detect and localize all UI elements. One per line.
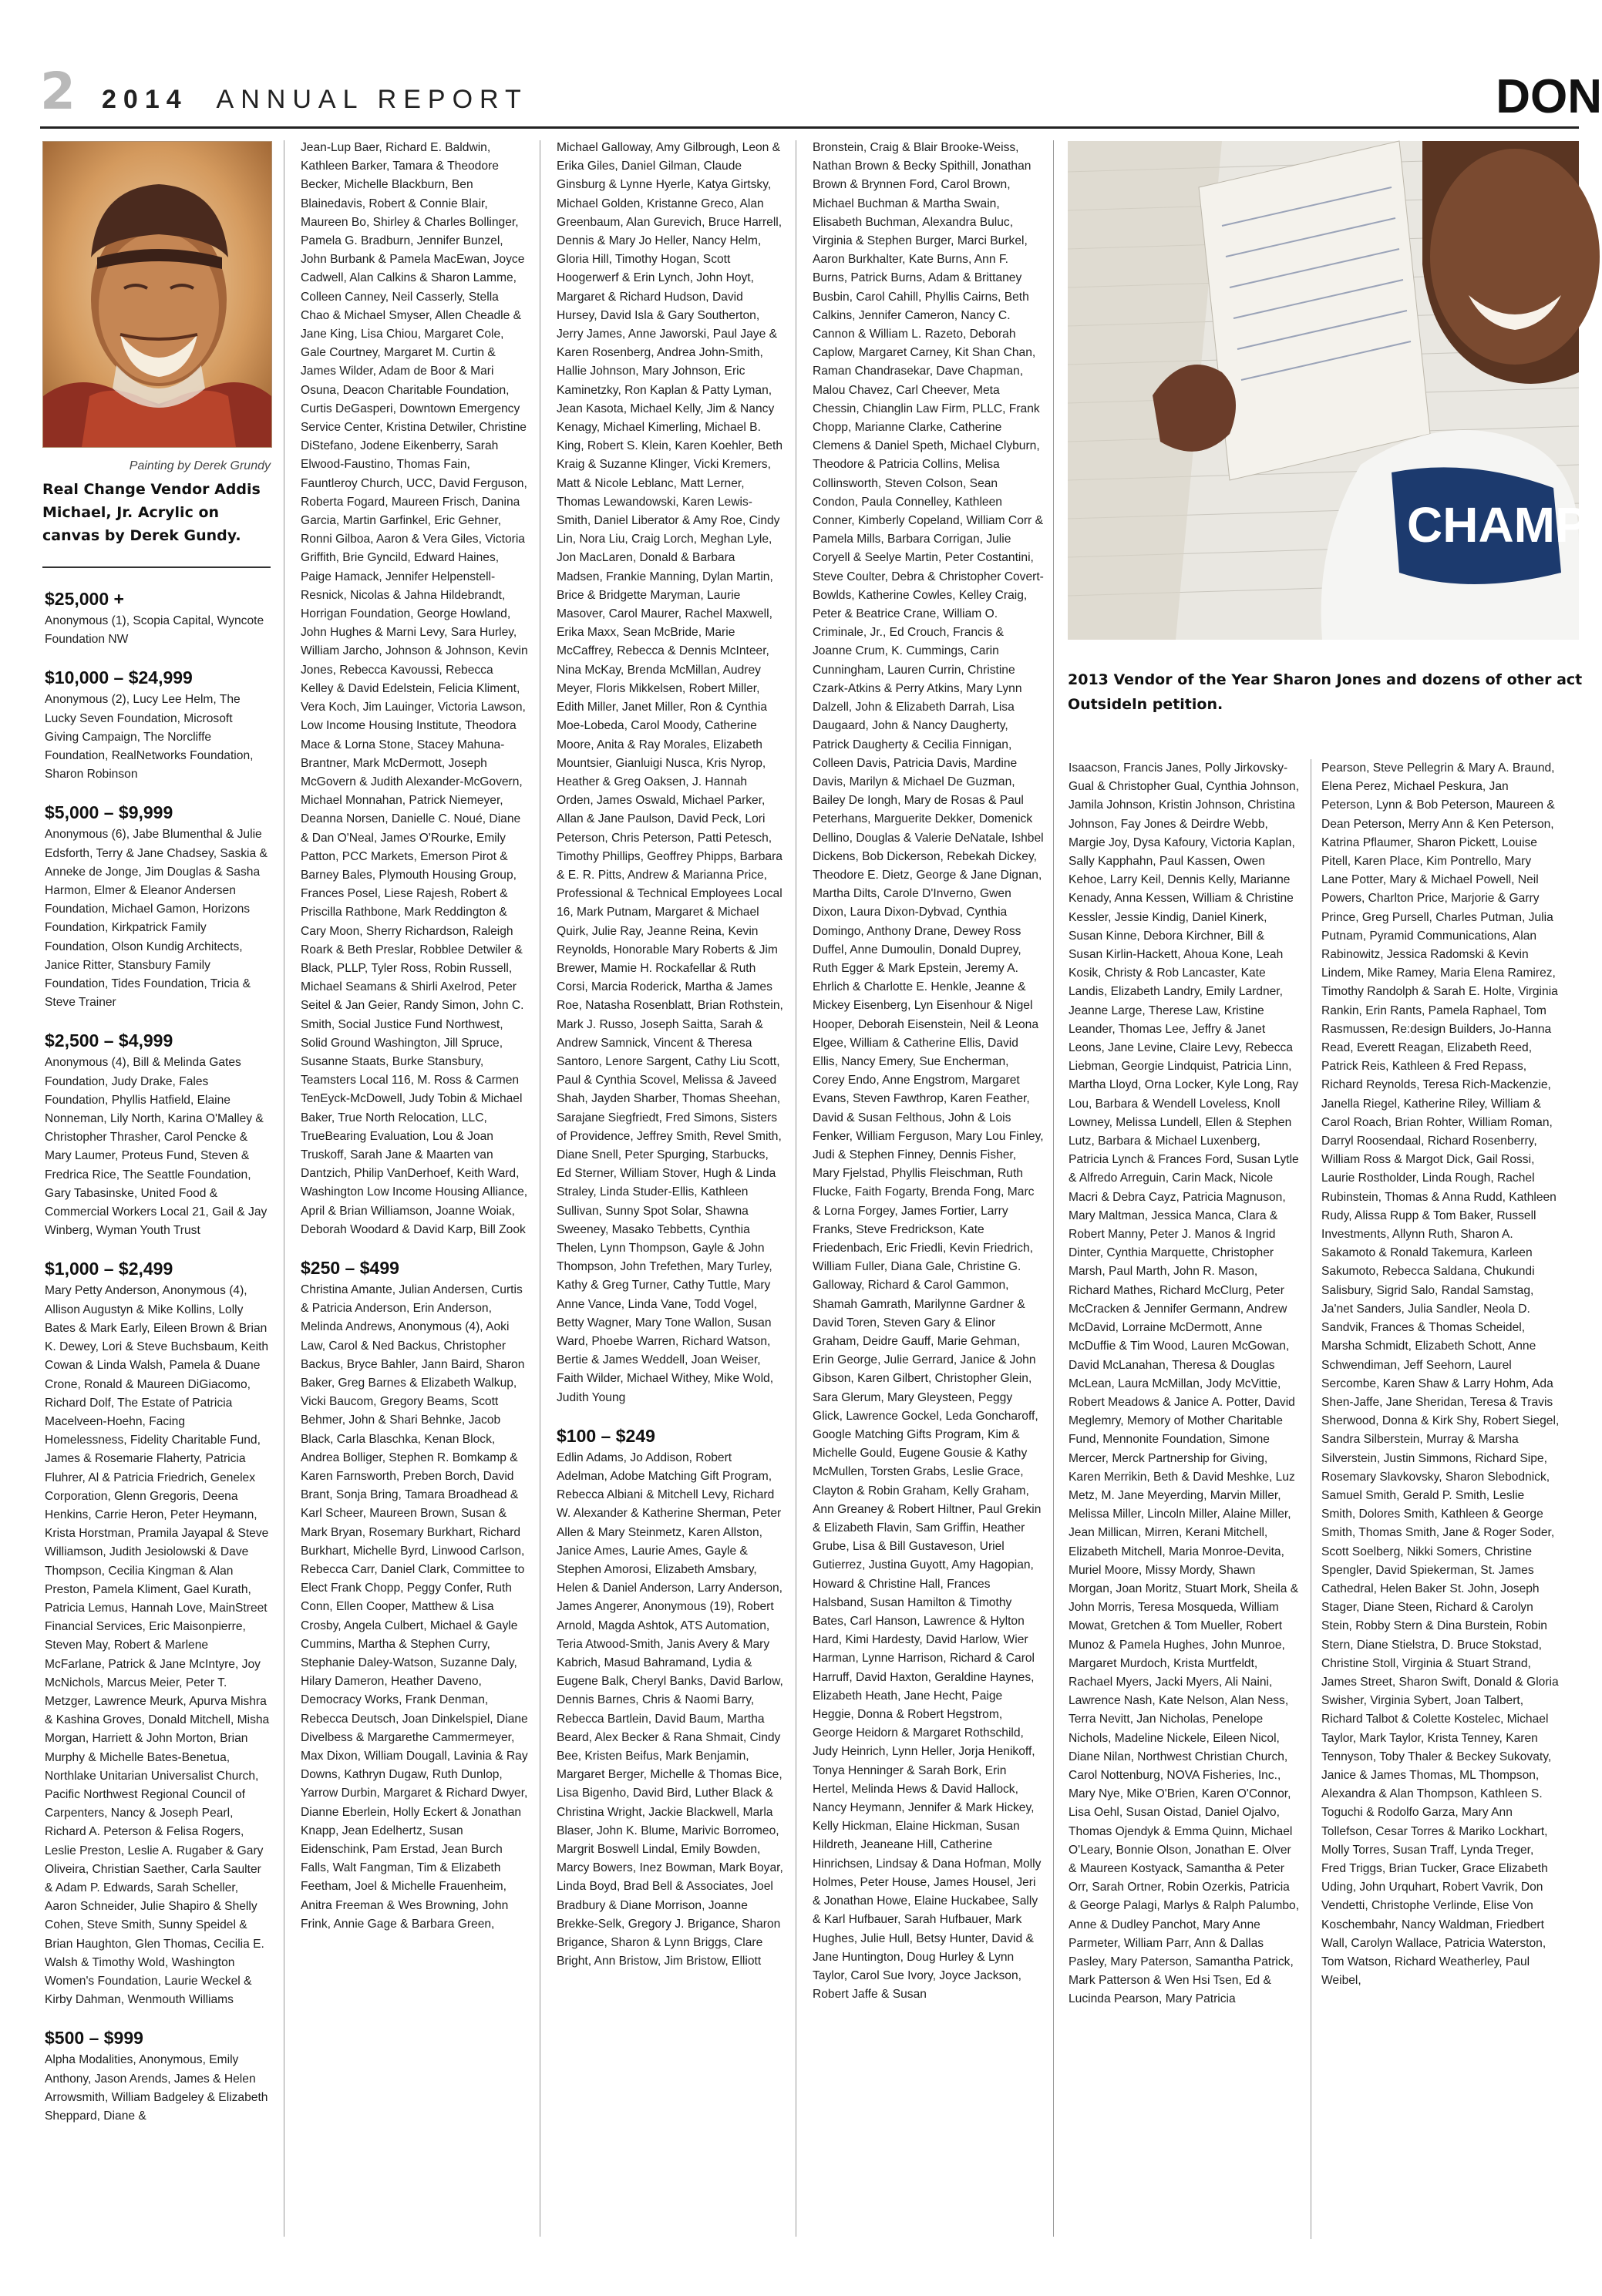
- painting-credit: Painting by Derek Grundy: [129, 459, 271, 472]
- photo-caption-line-1: 2013 Vendor of the Year Sharon Jones and dozens of other act: [1068, 671, 1583, 688]
- tier-donors-250: Christina Amante, Julian Andersen, Curtis & Patricia Anderson, Erin Anderson, Melinda Andrews, Anonymous (4), Aoki Law, Carol & Ned Backus, Christopher Backus, Bryce Bahler, Jann Baird, Sharon Baker, Greg Barnes & Elizabeth Walkup, Vicki Baucom, Gregory Beams, Scott Behmer, John & Shari Behnke, Jacob Black, Carla Blaschka, Kenan Block, Andrea Bolliger, Stephen R. Bomkamp & Karen Farnsworth, Preben Borch, David Brant, Sonja Bring, Tamara Broadhead & Karl Scheer, Maureen Brown, Susan & Mark Bryan, Rosemary Burkhart, Richard Burkhart, Michelle Byrd, Linwood Carlson, Rebecca Carr, Daniel Clark, Committee to Elect Frank Chopp, Peggy Confer, Ruth Conn, Ellen Cooper, Matthew & Lisa Crosby, Angela Culbert, Michael & Gayle Cummins, Martha & Stephen Curry, Stephanie Daley-Watson, Suzanne Daly, Hilary Dameron, Heather Daveno, Democracy Works, Frank Denman, Rebecca Deutsch, Joan Dinkelspiel, Diane Divelbess & Margarethe Cammermeyer, Max Dixon, William Dougall, Lavinia & Ray Downs, Kathryn Dugaw, Ruth Dunlop, Yarrow Durbin, Margaret & Richard Dwyer, Dianne Eberlein, Holly Eckert & Jonathan Knapp, Jean Edelhertz, Susan Eidenschink, Pam Erstad, Jean Burch Falls, Walt Fangman, Tim & Elizabeth Feetham, Joel & Michelle Frauenheim, Anitra Freeman & Wes Browning, John Frink, Annie Gage & Barbara Green,: [301, 1282, 528, 1931]
- tier-heading-5000: $5,000 – $9,999: [45, 802, 173, 823]
- tier-donors-100-cont-3: Pearson, Steve Pellegrin & Mary A. Braund, Elena Perez, Michael Peskura, Jan Peterson, Lynn & Bob Peterson, Maureen & Dean Peterson, Merry Ann & Ken Peterson, Katrina Pflaumer, Sharon Pickett, Louise Pitell, Karen Place, Kim Pontrello, Mary Lane Potter, Mary & Michael Powell, Neil Powers, Charlton Price, Marjorie & Garry Prince, Greg Pursell, Charles Putman, Julia Putnam, Pyramid Communications, Alan Rabinowitz, Jessica Radomski & Kevin Lindem, Mike Ramey, Maria Elena Ramirez, Timothy Randolph & Sarah E. Holte, Virginia Rankin, Erin Rants, Pamela Raphael, Tom Rasmussen, Re:design Builders, Jo-Hanna Read, Everett Reagan, Elizabeth Reed, Patrick Reis, Kathleen & Fred Repass, Richard Reynolds, Teresa Rich-Mackenzie, Janella Riegel, Katherine Riley, William & Carol Roach, Brian Rohter, William Roman, Darryl Roosendaal, Richard Rosenberry, William Ross & Margot Dick, Gail Rossi, Laurie Rostholder, Linda Rough, Rachel Rubinstein, Thomas & Anna Rudd, Kathleen Rudy, Alissa Rupp & Tom Baker, Russell Investments, Allynn Ruth, Sharon A. Sakamoto & Ronald Takemura, Karleen Sakumoto, Rebecca Saldana, Chukundi Salisbury, Sigrid Salo, Randal Samstag, Ja'net Sanders, Julia Sandler, Neola D. Sandvik, Frances & Thomas Scheidel, Marsha Schmidt, Elizabeth Schott, Anne Schwendiman, Jeff Seehorn, Laurel Sercombe, Karen Shaw & Larry Hohm, Ada Shen-Jaffe, Jane Sheridan, Teresa & Travis Sherwood, Donna & Kirk Shy, Robert Siegel, Sandra Silberstein, Murray & Marsha Silverstein, Justin Simmons, Richard Sipe, Rosemary Slavkovsky, Sharon Slebodnick, Samuel Smith, Gerald P. Smith, Leslie Smith, Dolores Smith, Kathleen & George Smith, Thomas Smith, Jane & Roger Soder, Scott Soelberg, Nikki Somers, Christine Spengler, David Spiekerman, St. James Cathedral, Helen Baker St. John, Joseph Stager, Diane Steen, Richard & Carolyn Stein, Robby Stern & Dina Burstein, Robin Stern, Diane Stielstra, D. Bruce Stokstad, Christine Stoll, Virginia & Stuart Strand, James Street, Sharon Swift, Donald & Gloria Swisher, Virginia Sybert, Joan Talbert, Richard Talbot & Colette Kostelec, Michael Taylor, Mark Taylor, Krista Tenney, Karen Tennyson, Toby Thaler & Beckey Sukovaty, Janice & James Thomas, ML Thompson, Alexandra & Alan Thompson, Kathleen S. Toguchi & Rodolfo Garza, Mary Ann Tollefson, Cesar Torres & Mariko Lockhart, Molly Torres, Susan Traff, Lynda Treger, Fred Triggs, Brian Tucker, Grace Elizabeth Uding, John Urquhart, Robert Vavrik, Don Vendetti, Christophe Verlinde, Elise Von Koschembahr, Nancy Waldman, Friedbert Wall, Carolyn Wallace, Patricia Waterston, Tom Watson, Richard Weatherley, Paul Weibel,: [1321, 761, 1560, 1988]
- tier-donors-100-cont-2: Isaacson, Francis Janes, Polly Jirkovsky-Gual & Christopher Gual, Cynthia Johnson, Jamila Johnson, Kristin Johnson, Christina Johnson, Fay Jones & Deirdre Webb, Margie Joy, Dysa Kafoury, Victoria Kaplan, Sally Kapphahn, Paul Kassen, Owen Kehoe, Larry Keil, Dennis Kelly, Marianne Kenady, Anna Kessen, William & Christine Kessler, Jessie Kindig, Daniel Kinerk, Susan Kinne, Debora Kirchner, Bill & Susan Kirlin-Hackett, Ahoua Kone, Leah Kosik, Christy & Rob Lancaster, Kate Landis, Elizabeth Landry, Emily Lardner, Jeanne Large, Therese Law, Kristine Leander, Thomas Lee, Jeffry & Janet Leons, Jane Levine, Claire Levy, Rebecca Liebman, Georgie Lindquist, Patricia Linn, Martha Lloyd, Orna Locker, Kyle Long, Ray Lou, Barbara & Wendell Loveless, Knoll Lowney, Melissa Lundell, Ellen & Stephen Lutz, Barbara & Michael Luxenberg, Patricia Lynch & Frances Ford, Susan Lytle & Alfredo Arreguin, Carin Mack, Nicole Macri & Debra Cayz, Patricia Magnuson, Mary Maltman, Jessica Manca, Clara & Robert Manny, Peter J. Manos & Ingrid Dinter, Cynthia Marquette, Christopher Marsh, Paul Marth, John R. Mason, Richard Mathes, Richard McClurg, Peter McCracken & Jennifer Germann, Andrew McDavid, Lorraine McDermott, Anne McDuffie & Tim Wood, Lauren McGowan, David McLanahan, Theresa & Douglas McLean, Laura McMillan, Jody McVittie, Robert Meadows & Janice A. Potter, David Meglemry, Memory of Mother Charitable Fund, Mennonite Foundation, Simone Mercer, Merck Partnership for Giving, Karen Merrikin, Beth & David Meshke, Luz Metz, M. Jane Meyerding, Marvin Miller, Melissa Miller, Lincoln Miller, Alaine Miller, Jean Millican, Mirren, Kerani Mitchell, Elizabeth Mitchell, Maria Monroe-Devita, Muriel Moore, Missy Mordy, Shawn Morgan, Joan Moritz, Stuart Mork, Sheila & John Morris, Teresa Mosqueda, William Mowat, Gretchen & Tom Mueller, Robert Munoz & Pamela Hughes, John Munroe, Margaret Murdoch, Krista Murtfeldt, Rachael Myers, Jacki Myers, Ali Naini, Lawrence Nash, Kate Nelson, Alan Ness, Terra Nevitt, Jan Nicholas, Penelope Nichols, Madeline Nickele, Eileen Nicol, Diane Nilan, Northwest Christian Church, Carol Nottenburg, NOVA Fisheries, Inc., Mary Nye, Mike O'Brien, Karen O'Connor, Lisa Oehl, Susan Oistad, Daniel Ojalvo, Thomas Ojendyk & Emma Quinn, Michael O'Leary, Bonnie Olson, Jonathan E. Olver & Maureen Kostyack, Samantha & Peter Orr, Sarah Ortner, Robin Ozerkis, Patricia & George Palagi, Marlys & Ralph Palumbo, Anne & Dudley Panchot, Mary Anne Parmeter, William Parr, Ann & Dallas Pasley, Mary Paterson, Samantha Patrick, Mark Patterson & Wen Hsi Tsen, Ed & Lucinda Pearson, Mary Patricia: [1069, 761, 1300, 2006]
- report-title: [102, 85, 528, 115]
- tier-heading-250: $250 – $499: [301, 1257, 399, 1278]
- report-year: 2014: [102, 85, 188, 114]
- tier-donors-1000: Mary Petty Anderson, Anonymous (4), Allison Augustyn & Mike Kollins, Lolly Bates & Mark Early, Eileen Brown & Brian K. Dewey, Lori & Steve Buchsbaum, Keith Cowan & Linda Walsh, Pamela & Duane Crone, Ronald & Maureen DiGiacomo, Richard Dolf, The Estate of Patricia Macelveen-Hoehn, Facing Homelessness, Fidelity Charitable Fund, James & Rosemarie Flaherty, Patricia Fluhrer, Al & Patricia Friedrich, Genelex Corporation, Glenn Gregoris, Deena Henkins, Carrie Heron, Peter Heymann, Krista Horstman, Pramila Jayapal & Steve Williamson, Judith Jesiolowski & Dave Thompson, Cecilia Kingman & Alan Preston, Pamela Kliment, Gael Kurath, Patricia Lemus, Hannah Love, MainStreet Financial Services, Eric Maisonpierre, Steven May, Robert & Marlene McFarlane, Patrick & Jane McIntyre, Joy McNichols, Marcus Meier, Peter T. Metzger, Lawrence Meurk, Apurva Mishra & Kashina Groves, Donald Mitchell, Misha Morgan, Harriett & John Morton, Brian Murphy & Michelle Bates-Benetua, Northlake Unitarian Universalist Church, Pacific Northwest Regional Council of Carpenters, Nancy & Joseph Pearl, Richard A. Peterson & Felisa Rogers, Leslie Preston, Leslie A. Rugaber & Gary Oliveira, Christian Saether, Carla Saulter & Adam P. Edwards, Sarah Scheller, Aaron Schneider, Julie Shapiro & Shelly Cohen, Steve Smith, Sunny Speidel & Brian Haughton, Glen Thomas, Cecilia E. Walsh & Timothy Wold, Washington Women's Foundation, Laurie Weckel & Kirby Dahman, Wenmouth Williams: [45, 1284, 270, 2007]
- donor-column-6: [1321, 759, 1560, 2224]
- photo-caption-line-2: Outsideln petition.: [1068, 696, 1223, 713]
- tier-heading-500: $500 – $999: [45, 2028, 143, 2049]
- section-kicker: DON: [1496, 70, 1602, 123]
- vendor-of-the-year-photo: [1068, 141, 1588, 640]
- caption-divider: [42, 566, 271, 568]
- donor-column-3: [557, 139, 784, 2220]
- painting-caption: Real Change Vendor Addis Michael, Jr. Acrylic on canvas by Derek Gundy.: [42, 481, 261, 544]
- page-header: [40, 62, 1602, 129]
- vendor-portrait-painting: [42, 141, 272, 448]
- tier-heading-100: $100 – $249: [557, 1425, 655, 1446]
- donor-column-2: [301, 139, 528, 2220]
- page-number: 2: [40, 62, 76, 121]
- tier-donors-500: Alpha Modalities, Anonymous, Emily Anthony, Jason Arends, James & Helen Arrowsmith, William Badgeley & Elizabeth Sheppard, Diane &: [45, 2053, 268, 2123]
- tier-donors-250-cont: Michael Galloway, Amy Gilbrough, Leon & Erika Giles, Daniel Gilman, Claude Ginsburg & Lynne Hyerle, Katya Girtsky, Michael Golden, Kristanne Greco, Alan Greenbaum, Alan Gurevich, Bruce Harrell, Dennis & Mary Jo Heller, Nancy Helm, Gloria Hill, Timothy Hogan, Scott Hoogerwerf & Erin Lynch, John Hoyt, Margaret & Richard Hudson, David Hursey, David Isla & Gary Southerton, Jerry James, Anne Jaworski, Paul Jaye & Karen Rosenberg, Andrea John-Smith, Hallie Johnson, Mary Johnson, Eric Kaminetzky, Ron Kaplan & Patty Lyman, Jean Kasota, Michael Kelly, Jim & Nancy Kenagy, Michael Kimerling, Michael B. King, Robert S. Klein, Karen Koehler, Beth Kraig & Suzanne Klinger, Vicki Kremers, Matt & Nicole Leblanc, Matt Lerner, Thomas Lewandowski, Karen Lewis-Smith, Daniel Liberator & Amy Roe, Cindy Lin, Nora Liu, Craig Lorch, Meghan Lyle, Jon MacLaren, Donald & Barbara Madsen, Frankie Manning, Dylan Martin, Brice & Bridgette Maryman, Laurie Masover, Carol Maurer, Rachel Maxwell, Erika Maxx, Sean McBride, Marie McCaffrey, Rebecca & Dennis McInteer, Nina McKay, Brenda McMillan, Audrey Meyer, Floris Mikkelsen, Robert Miller, Edith Miller, Janet Miller, Ron & Cynthia Moe-Lobeda, Carol Moody, Catherine Moore, Anita & Ray Morales, Elizabeth Mountsier, Gianluigi Nusca, Kris Nyrop, Heather & Greg Oaksen, J. Hannah Orden, James Oswald, Michael Parker, Allan & Jane Paulson, David Peck, Lori Peterson, Chris Peterson, Patti Petesch, Timothy Phillips, Geoffrey Phipps, Barbara & E. R. Pitts, Andrew & Marianna Price, Professional & Technical Employees Local 16, Mark Putnam, Margaret & Michael Quirk, Julie Ray, Jeanne Reina, Kevin Reynolds, Honorable Mary Roberts & Jim Brewer, Mamie H. Rockafellar & Ruth Corsi, Marcia Roderick, Martha & James Roe, Natasha Rosenblatt, Brian Rothstein, Mark J. Russo, Joseph Saitta, Sarah & Andrew Samnick, Vincent & Theresa Santoro, Lenore Sargent, Cathy Liu Scott, Paul & Cynthia Scovel, Melissa & Javeed Shah, Jayden Sharber, Thomas Sheehan, Sarajane Siegfriedt, Fred Simons, Sisters of Providence, Jeffrey Smith, Revel Smith, Diane Snell, Peter Spurging, Starbucks, Ed Sterner, William Stover, Hugh & Linda Straley, Linda Studer-Ellis, Kathleen Sullivan, Sunny Spot Solar, Shawna Sweeney, Masako Tebbetts, Cynthia Thelen, Lynn Thompson, Gayle & John Thompson, John Trefethen, Mary Turley, Kathy & Greg Turner, Cathy Tuttle, Mary Anne Vance, Linda Vane, Todd Vogel, Betty Wagner, Mary Tone Wallon, Susan Ward, Phoebe Warren, Richard Watson, Bertie & James Weddell, Joan Weiser, Faith Wilder, Michael Withey, Mike Wold, Judith Young: [557, 141, 783, 1404]
- tier-donors-500-cont: Jean-Lup Baer, Richard E. Baldwin, Kathleen Barker, Tamara & Theodore Becker, Michelle Blackburn, Ben Blainedavis, Robert & Connie Blair, Maureen Bo, Shirley & Charles Bollinger, Pamela G. Bradburn, Jennifer Bunzel, John Burbank & Pamela MacEwan, Joyce Cadwell, Alan Calkins & Sharon Lamme, Colleen Canney, Neil Casserly, Stella Chao & Michael Smyser, Allen Cheadle & Jane King, Lisa Chiou, Margaret Cole, Gale Courtney, Margaret M. Curtin & James Wilder, Adam de Boor & Mari Osuna, Deacon Charitable Foundation, Curtis DeGasperi, Downtown Emergency Service Center, Kristina Detwiler, Christine DiStefano, Jodene Eikenberry, Sarah Elwood-Faustino, Thomas Fain, Fauntleroy Church, UCC, David Ferguson, Roberta Fogard, Maureen Frisch, Danina Garcia, Martin Garfinkel, Eric Gehner, Ronni Gilboa, Aaron & Vera Giles, Victoria Griffith, Brie Gyncild, Edward Haines, Paige Hamack, Jennifer Helpenstell-Resnick, Nicolas & Jahna Hildebrandt, Horrigan Foundation, George Howland, John Hughes & Marni Levy, Sara Hurley, William Jarcho, Johnson & Johnson, Kevin Jones, Rebecca Kavoussi, Rebecca Kelley & David Edelstein, Felicia Kliment, Vera Koch, Jim Lauinger, Victoria Lawson, Low Income Housing Institute, Theodora Mace & Lorna Stone, Stacey Mahuna-Brantner, Mark McDermott, Joseph McGovern & Judith Alexander-McGovern, Michael Monnahan, Patrick Niemeyer, Deanna Norsen, Danielle C. Noué, Diane & Dan O'Neal, James O'Rourke, Emily Patton, PCC Markets, Emerson Pirot & Barney Bales, Plymouth Housing Group, Frances Posel, Liese Rajesh, Robert & Priscilla Rathbone, Mark Reddington & Cary Moon, Sherry Richardson, Raleigh Roark & Beth Preslar, Robblee Detwiler & Black, PLLP, Tyler Ross, Robin Russell, Michael Seamans & Shirli Axelrod, Peter Seitel & Jan Geier, Randy Simon, John C. Smith, Social Justice Fund Northwest, Solid Ground Washington, Jill Spruce, Susanne Staats, Burke Stansbury, Teamsters Local 116, M. Ross & Carmen TenEyck-McDowell, Judy Tobin & Michael Baker, True North Relocation, LLC, TrueBearing Evaluation, Lou & Joan Truskoff, Sarah Jane & Maarten van Dantzich, Philip VanDerhoef, Keith Ward, Washington Low Income Housing Alliance, April & Brian Williamson, Joanne Woiak, Deborah Woodard & David Karp, Bill Zook: [301, 141, 528, 1236]
- donor-column-4: [813, 139, 1044, 2220]
- tier-donors-25000: Anonymous (1), Scopia Capital, Wyncote Foundation NW: [45, 614, 264, 647]
- tier-donors-5000: Anonymous (6), Jabe Blumenthal & Julie Edsforth, Terry & Jane Chadsey, Saskia & Anneke de Jonge, Jim Douglas & Sasha Harmon, Elmer & Eleanor Andersen Foundation, Michael Gamon, Horizons Foundation, Kirkpatrick Family Foundation, Olson Kundig Architects, Janice Ritter, Stansbury Family Foundation, Tides Foundation, Tricia & Steve Trainer: [45, 828, 268, 1010]
- tier-heading-2500: $2,500 – $4,999: [45, 1030, 173, 1051]
- tier-donors-10000: Anonymous (2), Lucy Lee Helm, The Lucky Seven Foundation, Microsoft Giving Campaign, The Norcliffe Foundation, RealNetworks Foundation, Sharon Robinson: [45, 693, 254, 782]
- photo-caption: [1068, 667, 1583, 717]
- tier-heading-1000: $1,000 – $2,499: [45, 1259, 173, 1279]
- column-divider: [1053, 140, 1054, 2237]
- tier-donors-100: Edlin Adams, Jo Addison, Robert Adelman, Adobe Matching Gift Program, Rebecca Albiani & Mitchell Levy, Richard W. Alexander & Katherine Sherman, Peter Allen & Mary Steinmetz, Karen Allston, Janice Ames, Laurie Ames, Gayle & Stephen Amorosi, Elizabeth Amsbary, Helen & Daniel Anderson, Larry Anderson, James Angerer, Anonymous (19), Robert Arnold, Magda Ashtok, ATS Automation, Teria Atwood-Smith, Janis Avery & Mary Kabrich, Masud Bahramand, Lydia & Eugene Balk, Cheryl Banks, David Barlow, Dennis Barnes, Chris & Naomi Barry, Rebecca Bartlein, David Baum, Martha Beard, Alex Becker & Rana Shmait, Cindy Bee, Kristen Beifus, Mark Benjamin, Margaret Berger, Michelle & Thomas Bice, Lisa Bigenho, David Bird, Luther Black & Christina Wright, Jackie Blackwell, Marla Blaser, John K. Blume, Marivic Borromeo, Margrit Boswell Lindal, Emily Bowden, Marcy Bowers, Inez Bowman, Mark Boyar, Linda Boyd, Brad Bell & Associates, Joel Bradbury & Diane Morrison, Joanne Brekke-Selk, Gregory J. Brigance, Sharon Brigance, Sharon & Lynn Briggs, Clare Bright, Ann Bristow, Jim Bristow, Elliott: [557, 1451, 783, 1968]
- champions-shirt-text: CHAMP: [1407, 497, 1588, 553]
- donor-column-5: [1069, 759, 1300, 2224]
- tier-heading-25000: $25,000 +: [45, 589, 124, 609]
- tier-donors-100-cont: Bronstein, Craig & Blair Brooke-Weiss, Nathan Brown & Becky Spithill, Jonathan Brown & Brynnen Ford, Carol Brown, Michael Buchman & Martha Swain, Elisabeth Buchman, Alexandra Buluc, Virginia & Stephen Burger, Marci Burkel, Aaron Burkhalter, Kate Burns, Ann F. Burns, Patrick Burns, Adam & Brittaney Busbin, Carol Cahill, Phyllis Cairns, Beth Calkins, Jennifer Cameron, Nancy C. Cannon & William L. Razeto, Deborah Caplow, Margaret Carney, Kit Shan Chan, Raman Chandrasekar, Dave Chapman, Malou Chavez, Carl Cheever, Meta Chessin, Chianglin Law Firm, PLLC, Frank Chopp, Marianne Clarke, Catherine Clemens & Daniel Speth, Michael Clyburn, Theodore & Patricia Collins, Melisa Collinsworth, Steven Colson, Sean Condon, Paula Connelley, Kathleen Conner, Kimberly Copeland, William Corr & Pamela Mills, Barbara Corrigan, Julie Coryell & Seelye Martin, Peter Costantini, Steve Coulter, Debra & Christopher Covert-Bowlds, Katherine Cowles, Kelley Craig, Peter & Beatrice Crane, William O. Criminale, Jr., Ed Crouch, Francis & Joanne Crum, K. Cummings, Carin Cunningham, Lauren Currin, Christine Czark-Atkins & Perry Atkins, Mary Lynn Dalzell, John & Elizabeth Darrah, Lisa Daugaard, John & Nancy Daugherty, Patrick Daugherty & Cecilia Finnigan, Colleen Davis, Patricia Davis, Mardine Davis, Marilyn & Michael De Guzman, Bailey De Iongh, Mary de Rosas & Paul Peterhans, Marguerite Dekker, Domenick Dellino, Douglas & Valerie DeNatale, Ishbel Dickens, Bob Dickerson, Rebekah Dickey, Theodore E. Dietz, George & Jane Dignan, Martha Dilts, Carole D'Inverno, Gwen Dixon, Laura Dixon-Dybvad, Cynthia Domingo, Anthony Drane, Dewey Ross Duffel, Anne Dumoulin, Donald Duprey, Ruth Egger & Mark Epstein, Jeremy A. Ehrlich & Charlotte E. Henkle, Jeanne & Mickey Eisenberg, Lyn Eisenhour & Nigel Hooper, Deborah Eisenstein, Neil & Leona Elgee, William & Catherine Ellis, David Ellis, Nancy Emery, Sue Encherman, Corey Endo, Anne Engstrom, Margaret Evans, Steven Fawthrop, Karen Feather, David & Susan Felthous, John & Lois Fenker, William Ferguson, Mary Lou Finley, Judi & Stephen Finney, Dennis Fisher, Mary Fjelstad, Phyllis Fleischman, Ruth Flucke, Faith Fogarty, Brenda Fong, Marc & Lorna Forgey, James Fortier, Larry Franks, Steve Fredrickson, Kate Friedenbach, Eric Friedli, Kevin Friedrich, William Fuller, Diana Gale, Christine G. Galloway, Richard & Carol Gammon, Shamah Gamrath, Marilynne Gardner & David Toren, Steven Gary & Elinor Graham, Deidre Gauff, Marie Gehman, Erin George, Julie Gerrard, Janice & John Gibson, Karen Gilbert, Christopher Glein, Sara Glerum, Mary Gleysteen, Peggy Glick, Lawrence Gockel, Leda Goncharoff, Google Matching Gifts Program, Kim & Michelle Gould, Eugene Gousie & Kathy McMullen, Torsten Grabs, Leslie Grace, Clayton & Robin Graham, Kelly Graham, Ann Greaney & Robert Hiltner, Paul Grekin & Elizabeth Flavin, Sam Griffin, Heather Grube, Lisa & Bill Gustaveson, Uriel Gutierrez, Justina Guyott, Amy Hagopian, Howard & Christine Hall, Frances Halsband, Susan Hamilton & Timothy Bates, Carl Hanson, Lawrence & Hylton Hard, Kimi Hardesty, David Harlow, Wier Harman, Lynne Harrison, Richard & Carol Harruff, David Haxton, Geraldine Haynes, Elizabeth Heath, Jane Hecht, Paige Heggie, Donna & Robert Hegstrom, George Heidorn & Margaret Rothschild, Judy Heinrich, Lynn Heller, Jorja Henikoff, Tonya Henninger & Sarah Bork, Erin Hertel, Melinda Hews & David Hallock, Nancy Heymann, Jennifer & Mark Hickey, Kelly Hickman, Elaine Hickman, Susan Hildreth, Jeaneane Hill, Catherine Hinrichsen, Lindsay & Dana Hofman, Molly Holmes, Peter House, James Housel, Jeri & Jonathan Howe, Elaine Huckabee, Sally & Karl Hufbauer, Sarah Hufbauer, Mark Hughes, Julie Hull, Betsy Hunter, David & Jane Huntington, Doug Hurley & Lynn Taylor, Carol Sue Ivory, Joyce Jackson, Robert Jaffe & Susan: [813, 141, 1044, 2002]
- report-title-text: ANNUAL REPORT: [216, 85, 528, 114]
- tier-donors-2500: Anonymous (4), Bill & Melinda Gates Foundation, Judy Drake, Fales Foundation, Phyllis Hatfield, Elaine Nonneman, Lily North, Karina O'Malley & Christopher Thrasher, Carol Pencke & Mary Laumer, Proteus Fund, Steven & Fredrica Rice, The Seattle Foundation, Gary Tabasinske, United Food & Commercial Workers Local 21, Gail & Jay Winberg, Wyman Youth Trust: [45, 1056, 268, 1238]
- donor-column-1: [45, 580, 270, 2237]
- tier-heading-10000: $10,000 – $24,999: [45, 667, 193, 688]
